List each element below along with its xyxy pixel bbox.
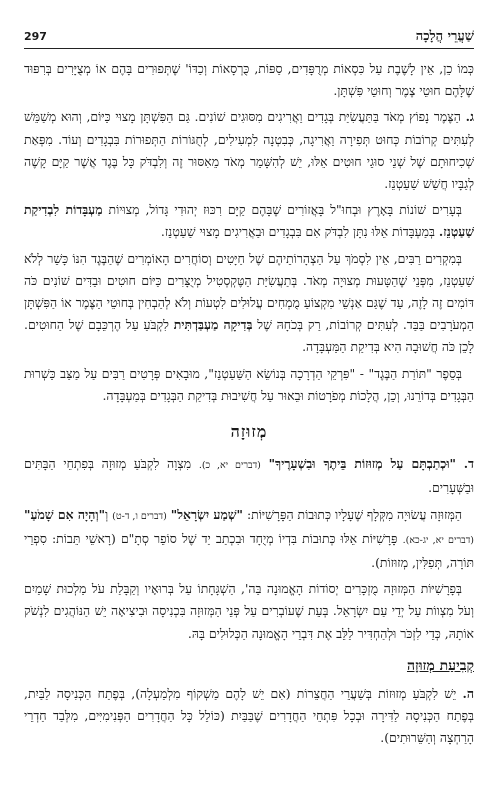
paragraph-3 — [24, 199, 474, 243]
clause-marker: ד. — [463, 456, 474, 472]
paragraph-text: הַצֶּמֶר נָפוֹץ מְאֹד בַּתַּעֲשִׂיַּת בְּגָדִים וַאֲרִיגִים מִסּוּגִים שׁוֹנִים. גַּם הַפִּשְׁתָּן מָצוּי כַּיּוֹם, וְהוּא מְשַׁמֵּשׁ לְעִתִּים קְרוֹבוֹת כְּחוּט תְּפִירָה וַאֲרִיגָה, כְּבִטְנָה לִמְעִילִים, לְחֻגּוֹרוֹת הַתְּפוּרוֹת בִּבְגָדִים וְעוֹד. מִפְּאַת שְׁכִיחוּתָם שֶׁל שְׁנֵי סוּגֵי חוּטִים אֵלּוּ, יֵשׁ לְהִשָּׁמֵר מְאֹד מֵאִסּוּר זֶה וְלִבְדֹּק כָּל בֶּגֶד אֲשֶׁר קַיָּם קָשֶׁה לְגַבָּיו חֲשַׁשׁ שַׁעַטְנֵז. — [24, 109, 474, 192]
clause-marker: ג. — [465, 109, 474, 125]
clause-marker: ה. — [462, 686, 474, 702]
page-number: 297 — [24, 30, 47, 43]
bold-phrase: בְּדִיקָה מַעְבַּדְתִּית — [173, 317, 253, 333]
verse-quote: "שְׁמַע יִשְׂרָאֵל" — [170, 506, 244, 522]
verse-source: (דברים ו, ד-ט) — [112, 510, 167, 522]
paragraph-text: יֵשׁ לִקְבֹּעַ מְזוּזוֹת בְּשַׁעֲרֵי הַחֲצֵרוֹת (אִם יֵשׁ לָהֶם מַשְׁקוֹף מִלְמַעְלָה), בְּפֶתַח הַכְּנִיסָה לַבַּיִת, בְּפֶתַח הַכְּנִיסָה לַדִּירָה וּבְכָל פִּתְחֵי הַחֲדָרִים שֶׁבַּבַּיִת (כּוֹלֵל כָּל הַחֲדָרִים הַפְּנִימִיִּים, מִלְּבַד חַדְרֵי הָרַחְצָה וְהַשֵּׁרוּתִים). — [24, 686, 474, 746]
subsection-heading: קְבִיעַת מְזוּזָה — [407, 657, 474, 674]
paragraph-text: וְ — [105, 506, 109, 522]
verse-source: (דברים יא, כ). — [198, 460, 261, 472]
mezuzah-paragraph-3 — [24, 578, 474, 645]
paragraph-2 — [24, 106, 474, 195]
paragraph-5 — [24, 363, 474, 407]
paragraph-text: בְּסֵפֶר "תּוֹרַת הַבֶּגֶד" - "פִּרְקֵי הַדְרָכָה בְּנוֹשֵׂא הַשַּׁעַטְנֵז", מוּבָאִים פְּרָטִים רַבִּים עַל מַצַּב כַּשְׁרוּת הַבְּגָדִים בְּדוֹרֵנוּ, וְכֵן, הֲלָכוֹת מְפֹרָטוֹת וּבֵאוּר עַל חֲשִׁיבוּת בְּדִיקַת הַבְּגָדִים בְּמַעְבָּדָה. — [24, 365, 474, 403]
paragraph-text: כְּמוֹ כֵן, אֵין לָשֶׁבֶת עַל כִּסְאוֹת מְרֻפָּדִים, סַפּוֹת, כֻּרְסָאוֹת וְכַדּוֹ' שֶׁתְּפוּרִים בָּהֶם אוֹ מְצֻיָּרִים בְּרִפּוּד שֶׁלָּהֶם חוּטֵי צֶמֶר וְחוּטֵי פִּשְׁתָּן. — [24, 61, 474, 99]
paragraph-text: בְּמִקְרִים רַבִּים, אֵין לִסְמֹךְ עַל הַצְהָרוֹתֵיהֶם שֶׁל חַיָּטִים וְסוֹחֲרִים הָאוֹמְרִים שֶׁהַבֶּגֶד הִנּוֹ כָּשֵׁר לְלֹא שַׁעַטְנֵז, מִפְּנֵי שֶׁהַטָּעוּת מְצוּיָה מְאֹד. בְּתַעֲשִׂיַּת הַטֶּקְסְטִיל מְיֻצָּרִים כַּיּוֹם חוּטִים וּבַדִּים שׁוֹנִים כֹּה דּוֹמִים זֶה לָזֶה, עַד שֶׁגַּם אַנְשֵׁי מִקְצוֹעַ מֻמְחִים עֲלוּלִים לִטְעוֹת וְלֹא לְהַבְחִין בְּחוּטֵי הַצֶּמֶר אוֹ הַפִּשְׁתָּן הַמְעֹרָבִים בַּבַּד. לְעִתִּים קְרוֹבוֹת, רַק בְּכֹחָהּ שֶׁל — [24, 250, 474, 333]
paragraph-1 — [24, 58, 474, 102]
section-heading: מְזוּזָה — [230, 422, 268, 442]
mezuzah-paragraph-4 — [24, 683, 474, 750]
verse-source: (דברים יא, יג-כא). — [402, 534, 474, 546]
page-body — [24, 58, 474, 754]
paragraph-text: מִצְוָה לִקְבֹּעַ מְזוּזָה בְּפִתְחֵי הַבָּתִּים וּבַשְּׁעָרִים. — [24, 456, 474, 496]
paragraph-text: הַמְּזוּזָה עֲשׂוּיָה מִקְּלָף שֶׁעָלָיו כְּתוּבוֹת הַפָּרָשִׁיּוֹת: — [246, 506, 462, 522]
mezuzah-paragraph-2 — [24, 504, 474, 575]
verse-quote: "וְהָיָה אִם שָׁמֹעַ" — [24, 506, 106, 522]
page-header — [24, 28, 474, 48]
bold-phrase: מַעְבָּדוֹת לִבְדִיקַת שַׁעַטְנֵז. — [24, 202, 474, 240]
header-rule — [24, 48, 474, 49]
paragraph-4 — [24, 248, 474, 359]
paragraph-text: פָּרָשִׁיּוֹת אֵלּוּ כְּתוּבוֹת בִּדְיוֹ מְיֻחָד וּבִכְתַב יַד שֶׁל סוֹפֵר סְתָ"ם (רָאשֵׁי תֵּבוֹת: סִפְרֵי תּוֹרָה, תְּפִלִּין, מְזוּזוֹת). — [24, 530, 474, 571]
running-title: שַׁעֲרֵי הֲלָכָה — [415, 29, 474, 44]
paragraph-text: בְּמַעְבָּדוֹת אֵלּוּ נִתָּן לִבְדֹּק אִם בִּבְגָדִים וּבַאֲרִיגִים מָצוּי שַׁעַטְנֵז. — [160, 224, 435, 240]
paragraph-text: לִקְבֹּעַ עַל הֶרְכֵּבָם שֶׁל הַחוּטִים. לָכֵן כֹּה חֲשׁוּבָה הִיא בְּדִיקַת הַמַּעְבָּדָה. — [24, 317, 474, 355]
paragraph-text: בְּפָרָשִׁיּוֹת הַמְּזוּזָה מֻזְכָּרִים יְסוֹדוֹת הָאֱמוּנָה בַּה', הַשְׁגָּחָתוֹ עַל בְּרוּאָיו וְקַבָּלַת עֹל מַלְכוּת שָׁמַיִם וְעֹל מִצְווֹת עַל יְדֵי עַם יִשְׂרָאֵל. בְּעֵת שֶׁעוֹבְרִים עַל פְּנֵי הַמְּזוּזָה בִּכְנִיסָה וּבִיצִיאָה יֵשׁ הַנּוֹהֲגִים לִנְשֹׁק אוֹתָהּ, כְּדֵי לִזְכֹּר וּלְהַחְדִּיר לַלֵּב אֶת דִּבְרֵי הָאֱמוּנָה הַכְּלוּלִים בָּהּ. — [24, 581, 474, 641]
paragraph-text: בְּעָרִים שׁוֹנוֹת בָּאָרֶץ וּבְחוּ"ל בָּאֲזוֹרִים שֶׁבָּהֶם קַיָּם רִכּוּז יְהוּדִי גָּדוֹל, מְצוּיוֹת — [108, 202, 462, 218]
verse-quote: "וּכְתַבְתָּם עַל מְזוּזוֹת בֵּיתֶךָ וּבִשְׁעָרֶיךָ" — [268, 456, 456, 472]
mezuzah-paragraph-1 — [24, 453, 474, 499]
